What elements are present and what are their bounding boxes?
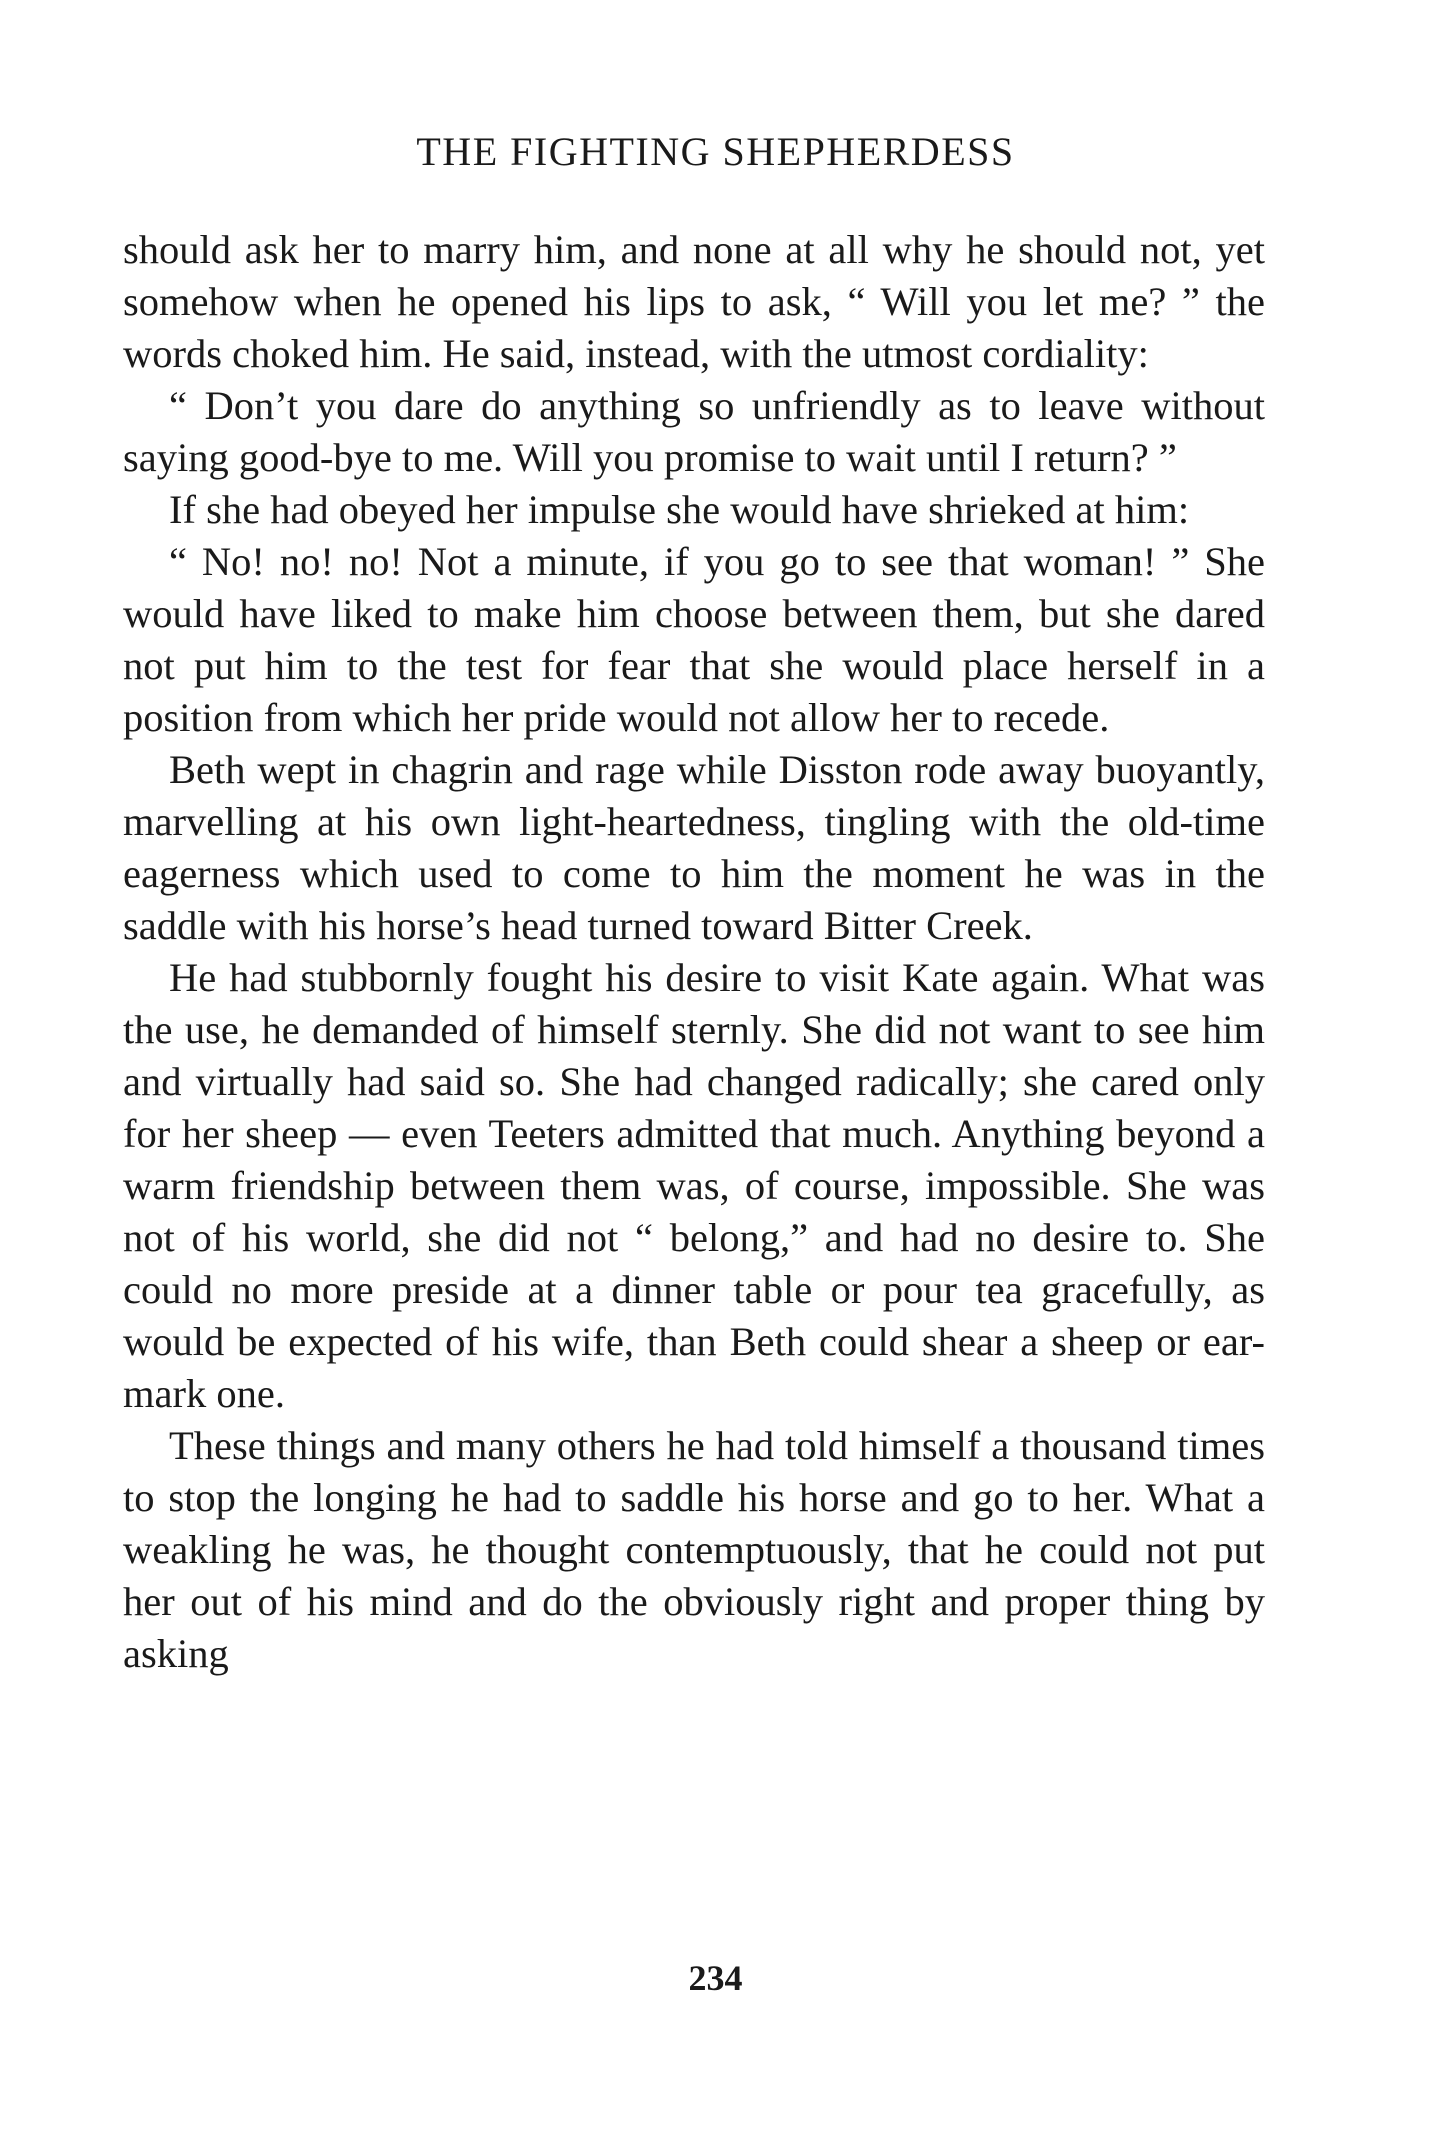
- paragraph-6: He had stubbornly fought his desire to visit Kate again. What was the use, he demanded of himself sternly. She did not want to see him and virtually had said so. She had changed radically; she cared only for her sheep — even Teeters admitted that much. Anything beyond a warm friendship between them was, of course, impossible. She was not of his world, she did not “ belong,” and had no desire to. She could no more preside at a dinner table or pour tea gracefully, as would be expected of his wife, than Beth could shear a sheep or ear-mark one.: [123, 955, 1265, 1416]
- body-text: [123, 224, 1265, 1680]
- paragraph-2: “ Don’t you dare do anything so unfriendly as to leave without saying good-bye to me. Will you promise to wait until I return? ”: [123, 383, 1265, 480]
- paragraph-1: should ask her to marry him, and none at all why he should not, yet somehow when he opened his lips to ask, “ Will you let me? ” the words choked him. He said, instead, with the utmost cordiality:: [123, 227, 1265, 376]
- running-head: THE FIGHTING SHEPHERDESS: [416, 129, 1015, 174]
- paragraph-3: If she had obeyed her impulse she would have shrieked at him:: [169, 487, 1190, 532]
- paragraph-7: These things and many others he had told himself a thousand times to stop the longing he had to saddle his horse and go to her. What a weakling he was, he thought contemptuously, that he could not put her out of his mind and do the obviously right and proper thing by asking: [123, 1423, 1265, 1676]
- paragraph-5: Beth wept in chagrin and rage while Disston rode away buoyantly, marvelling at his own light-heartedness, tingling with the old-time eagerness which used to come to him the moment he was in the saddle with his horse’s head turned toward Bitter Creek.: [123, 747, 1265, 948]
- page-number: 234: [688, 1958, 743, 1998]
- paragraph-4: “ No! no! no! Not a minute, if you go to see that woman! ” She would have liked to make him choose between them, but she dared not put him to the test for fear that she would place herself in a position from which her pride would not allow her to recede.: [123, 539, 1265, 740]
